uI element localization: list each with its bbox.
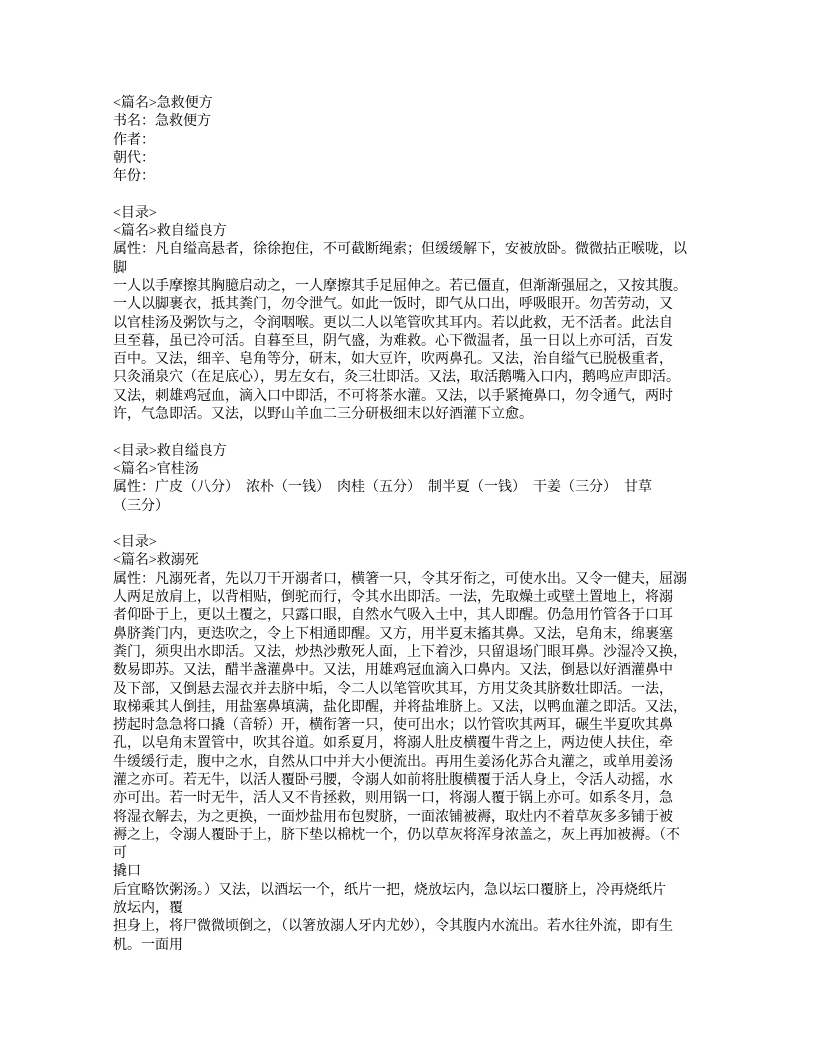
text-line: 又法，刺雄鸡冠血，滴入口中即活，不可将茶水灌。又法，以手紧掩鼻口，勿令通气，两时 xyxy=(113,388,673,404)
text-line: 朝代： xyxy=(113,150,155,166)
text-line: 者仰卧于上，更以土覆之，只露口眼，自然水气吸入土中，其人即醒。仍急用竹管各于口耳 xyxy=(113,608,673,624)
text-line xyxy=(113,186,713,204)
text-line: 属性：广皮（八分） 浓朴（一钱） 肉桂（五分） 制半夏（一钱） 干姜（三分） 甘草 xyxy=(113,480,652,496)
text-line: 属性：凡自缢高悬者，徐徐抱住，不可截断绳索；但缓缓解下，安被放卧。微微拈正喉咙，以 xyxy=(113,242,687,258)
text-line: <篇名>急救便方 xyxy=(113,96,213,111)
text-line: 牛缓缓行走，腹中之水，自然从口中并大小便流出。再用生姜汤化苏合丸灌之，或单用姜汤 xyxy=(113,754,673,770)
text-line xyxy=(113,424,713,442)
text-line: 放坛内，覆 xyxy=(113,901,183,917)
text-line: 一人以手摩擦其胸臆启动之，一人摩擦其手足屈伸之。若已僵直，但渐渐强屈之，又按其腹。 xyxy=(113,278,687,294)
text-line: <篇名>官桂汤 xyxy=(113,461,199,477)
text-line: 百中。又法，细辛、皂角等分，研末，如大豆许，吹两鼻孔。又法，治自缢气已脱极重者， xyxy=(113,352,673,368)
text-line: 取梯乘其人倒挂，用盐塞鼻填满，盐化即醒，并将盐堆脐上。又法，以鸭血灌之即活。又法， xyxy=(113,699,687,715)
text-line: 担身上，将尸微微顷倒之，（以箸放溺人牙内尤妙），令其腹内水流出。若水往外流，即有生 xyxy=(113,919,673,935)
text-line: 可 xyxy=(113,846,127,862)
text-line: 捞起时急急将口撬（音轿）开，横衔箸一只，使可出水；以竹管吹其两耳，碾生半夏吹其鼻 xyxy=(113,718,673,734)
text-line: 粪门，须臾出水即活。又法，炒热沙敷死人面，上下着沙，只留退场门眼耳鼻。沙湿冷又换， xyxy=(113,644,687,660)
text-line: 及下部，又倒悬去湿衣并去脐中垢，令二人以笔管吹其耳，方用艾灸其脐数壮即活。一法， xyxy=(113,681,673,697)
text-line: 撬口 xyxy=(113,864,141,880)
text-line: 后宜略饮粥汤。）又法，以酒坛一个，纸片一把，烧放坛内，急以坛口覆脐上，冷再烧纸片 xyxy=(113,882,666,898)
text-line: 年份： xyxy=(113,169,155,185)
text-line: 作者： xyxy=(113,132,155,148)
text-line: 亦可出。若一时无牛，活人又不肯拯救，则用锅一口，将溺人覆于锅上亦可。如系冬月，急 xyxy=(113,791,673,807)
text-line: 书名：急救便方 xyxy=(113,114,211,130)
text-line: <目录> xyxy=(113,205,157,221)
text-line: 一人以脚裹衣，抵其粪门，勿令泄气。如此一饭时，即气从口出，呼吸眼开。勿苦劳动，又 xyxy=(113,297,673,313)
text-line: <篇名>救溺死 xyxy=(113,553,199,569)
text-line: 旦至暮，虽已冷可活。自暮至旦，阴气盛，为难救。心下微温者，虽一日以上亦可活，百发 xyxy=(113,333,673,349)
text-line: 灌之亦可。若无牛，以活人覆卧弓腰，令溺人如前将肚腹横覆于活人身上，令活人动摇，水 xyxy=(113,772,673,788)
text-line: 以官桂汤及粥饮与之，令润咽喉。更以二人以笔管吹其耳内。若以此救，无不活者。此法自 xyxy=(113,315,673,331)
text-line xyxy=(113,516,713,534)
text-line: 将湿衣解去，为之更换，一面炒盐用布包熨脐，一面浓铺被褥，取灶内不着草灰多多铺于被 xyxy=(113,809,673,825)
text-line: （三分） xyxy=(113,498,169,514)
document-text-block xyxy=(113,95,713,955)
text-line: 数易即苏。又法，醋半盏灌鼻中。又法，用雄鸡冠血滴入口鼻内。又法，倒悬以好酒灌鼻中 xyxy=(113,663,673,679)
text-line: 人两足放肩上，以背相贴，倒驼而行，令其水出即活。一法，先取燥土或壁土置地上，将溺 xyxy=(113,590,673,606)
text-line: 脚 xyxy=(113,260,127,276)
text-line: 机。一面用 xyxy=(113,937,183,953)
text-line: 鼻脐粪门内，更迭吹之，令上下相通即醒。又方，用半夏末搐其鼻。又法，皂角末，绵裹塞 xyxy=(113,626,673,642)
text-line: <目录> xyxy=(113,535,157,551)
text-line: 只灸涌泉穴（在足底心），男左女右，灸三壮即活。又法，取活鹅嘴入口内，鹅鸣应声即活。 xyxy=(113,370,680,386)
text-line: 许，气急即活。又法，以野山羊血二三分研极细末以好酒灌下立愈。 xyxy=(113,407,533,423)
text-line: <目录>救自缢良方 xyxy=(113,443,227,459)
text-line: <篇名>救自缢良方 xyxy=(113,224,227,240)
text-line: 褥之上，令溺人覆卧于上，脐下垫以棉枕一个，仍以草灰将浑身浓盖之，灰上再加被褥。（不 xyxy=(113,827,680,843)
text-line: 孔，以皂角末置管中，吹其谷道。如系夏月，将溺人肚皮横覆牛背之上，两边使人扶住，牵 xyxy=(113,736,673,752)
text-line: 属性：凡溺死者，先以刀干开溺者口，横箸一只，令其牙衔之，可使水出。又令一健夫，屈溺 xyxy=(113,571,687,587)
